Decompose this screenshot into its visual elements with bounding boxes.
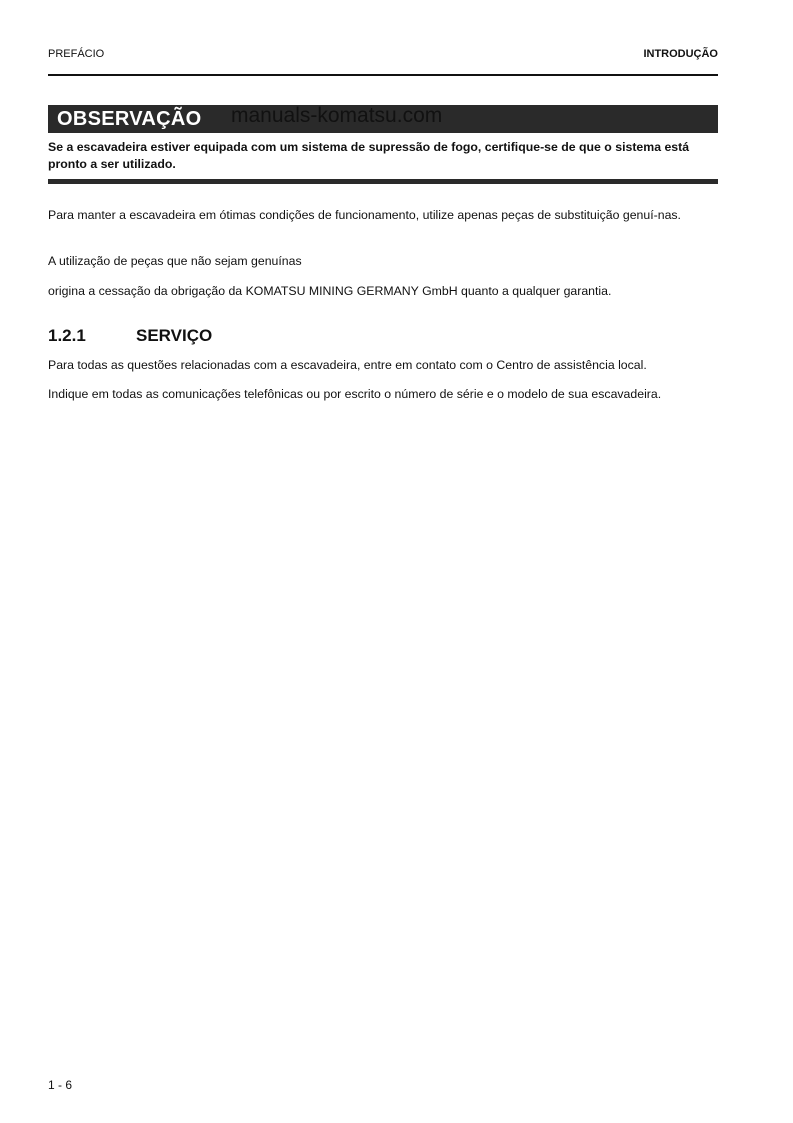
section-heading — [48, 326, 212, 346]
paragraph: Para todas as questões relacionadas com a escavadeira, entre em contato com o Centro de assistência local. — [48, 358, 647, 372]
header-chapter: PREFÁCIO — [48, 48, 105, 60]
notice-text: Se a escavadeira estiver equipada com um sistema de supressão de fogo, certifique-se de que o sistema está pronto a ser utilizado. — [48, 140, 690, 171]
section-title: SERVIÇO — [136, 326, 213, 345]
paragraph: origina a cessação da obrigação da KOMATSU MINING GERMANY GmbH quanto a qualquer garantia. — [48, 284, 612, 298]
page-number: 1 - 6 — [48, 1078, 73, 1092]
paragraph: Indique em todas as comunicações telefônicas ou por escrito o número de série e o modelo de sua escavadeira. — [48, 387, 662, 401]
header-rule — [48, 74, 718, 76]
section-number: 1.2.1 — [48, 326, 86, 345]
notice-title: OBSERVAÇÃO — [57, 108, 202, 130]
paragraph: Para manter a escavadeira em ótimas condições de funcionamento, utilize apenas peças de substituição genuí-nas. — [48, 208, 681, 222]
watermark: manuals-komatsu.com — [231, 104, 443, 127]
paragraph: A utilização de peças que não sejam genuínas — [48, 254, 302, 268]
notice-bottom-rule — [48, 179, 718, 184]
header-section: INTRODUÇÃO — [643, 48, 718, 60]
